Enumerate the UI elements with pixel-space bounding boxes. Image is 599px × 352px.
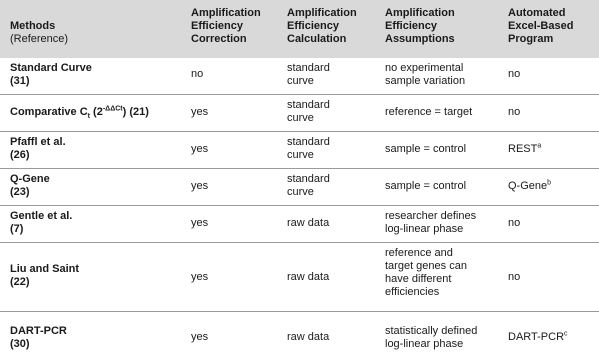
correction-value: yes	[191, 143, 209, 155]
assumption-value: sample = control	[385, 143, 467, 155]
program-value	[508, 180, 551, 193]
method-name	[10, 62, 92, 88]
method-ref: (7)	[10, 223, 24, 235]
method-name	[10, 106, 149, 119]
calc-value	[287, 173, 330, 199]
text: have different	[385, 273, 452, 285]
table-row	[0, 243, 599, 311]
header-correction	[191, 7, 261, 46]
method-label: Standard Curve	[10, 62, 92, 74]
method-name	[10, 325, 67, 351]
text: DART-PCR	[508, 331, 565, 343]
text: curve	[287, 186, 314, 198]
calc-value	[287, 99, 330, 125]
text: Q-Gene	[508, 180, 548, 192]
table-row	[0, 58, 599, 94]
header-text: Efficiency	[191, 20, 243, 32]
text: no experimental	[385, 62, 464, 74]
correction-value: yes	[191, 217, 209, 229]
table-row	[0, 95, 599, 131]
header-text: Automated	[508, 7, 566, 19]
calc-value	[287, 136, 330, 162]
calc-value	[287, 62, 330, 88]
method-name	[10, 210, 72, 236]
method-name	[10, 173, 50, 199]
method-name	[10, 136, 66, 162]
header-methods-label: Methods	[10, 20, 56, 32]
header-text: Amplification	[191, 7, 261, 19]
table-row	[0, 132, 599, 168]
calc-value: raw data	[287, 331, 330, 343]
header-text: Amplification	[385, 7, 455, 19]
text: reference and	[385, 247, 453, 259]
header-calculation	[287, 7, 357, 46]
program-value: no	[508, 217, 521, 229]
text: log-linear phase	[385, 338, 464, 350]
header-text: Efficiency	[287, 20, 339, 32]
method-ref: (23)	[10, 186, 30, 198]
correction-value: yes	[191, 331, 209, 343]
correction-value: yes	[191, 271, 209, 283]
text: curve	[287, 112, 314, 124]
text: t	[87, 113, 90, 121]
method-ref: (22)	[10, 276, 30, 288]
header-text: Amplification	[287, 7, 357, 19]
program-value: no	[508, 68, 521, 80]
footnote-mark: c	[564, 330, 568, 338]
method-name	[10, 263, 79, 289]
assumption-value	[385, 247, 467, 299]
text: -ΔΔCt	[102, 105, 123, 113]
correction-value: no	[191, 68, 204, 80]
table-row	[0, 169, 599, 205]
footnote-mark: b	[547, 179, 552, 187]
table-row	[0, 312, 599, 352]
text: Comparative C	[10, 106, 88, 118]
method-label: Liu and Saint	[10, 263, 80, 275]
text: standard	[287, 62, 330, 74]
text: researcher defines	[385, 210, 477, 222]
text: efficiencies	[385, 286, 440, 298]
correction-value: yes	[191, 180, 209, 192]
method-ref: (30)	[10, 338, 30, 350]
text: target genes can	[385, 260, 467, 272]
header-assumptions	[385, 7, 455, 46]
text: standard	[287, 173, 330, 185]
correction-value: yes	[191, 106, 209, 118]
text: curve	[287, 75, 314, 87]
assumption-value	[385, 210, 476, 236]
method-label: Q-Gene	[10, 173, 50, 185]
header-text: Excel-Based	[508, 20, 574, 32]
text: curve	[287, 149, 314, 161]
header-text: Program	[508, 33, 554, 45]
header-text: Calculation	[287, 33, 347, 45]
assumption-value	[385, 62, 465, 88]
header-reference-label: (Reference)	[10, 33, 69, 45]
text: standard	[287, 136, 330, 148]
text: log-linear phase	[385, 223, 464, 235]
header-program	[508, 7, 573, 46]
header-text: Efficiency	[385, 20, 437, 32]
text: statistically defined	[385, 325, 478, 337]
method-ref: (31)	[10, 75, 30, 87]
text: sample variation	[385, 75, 466, 87]
text: (2	[89, 106, 103, 118]
text: REST	[508, 143, 538, 155]
program-value	[508, 331, 568, 344]
assumption-value: reference = target	[385, 106, 473, 118]
calc-value: raw data	[287, 217, 330, 229]
header-methods	[10, 20, 68, 46]
program-value: no	[508, 106, 521, 118]
text: ) (21)	[122, 106, 149, 118]
method-label: Gentle et al.	[10, 210, 73, 222]
table-header	[0, 0, 599, 58]
assumption-value: sample = control	[385, 180, 467, 192]
footnote-mark: a	[537, 142, 542, 150]
assumption-value	[385, 325, 477, 351]
text: standard	[287, 99, 330, 111]
table-row	[0, 206, 599, 242]
header-text: Assumptions	[385, 33, 455, 45]
method-label: DART-PCR	[10, 325, 67, 337]
header-text: Correction	[191, 33, 247, 45]
calc-value: raw data	[287, 271, 330, 283]
method-label: Pfaffl et al.	[10, 136, 66, 148]
program-value: no	[508, 271, 521, 283]
program-value	[508, 143, 541, 156]
method-ref: (26)	[10, 149, 30, 161]
